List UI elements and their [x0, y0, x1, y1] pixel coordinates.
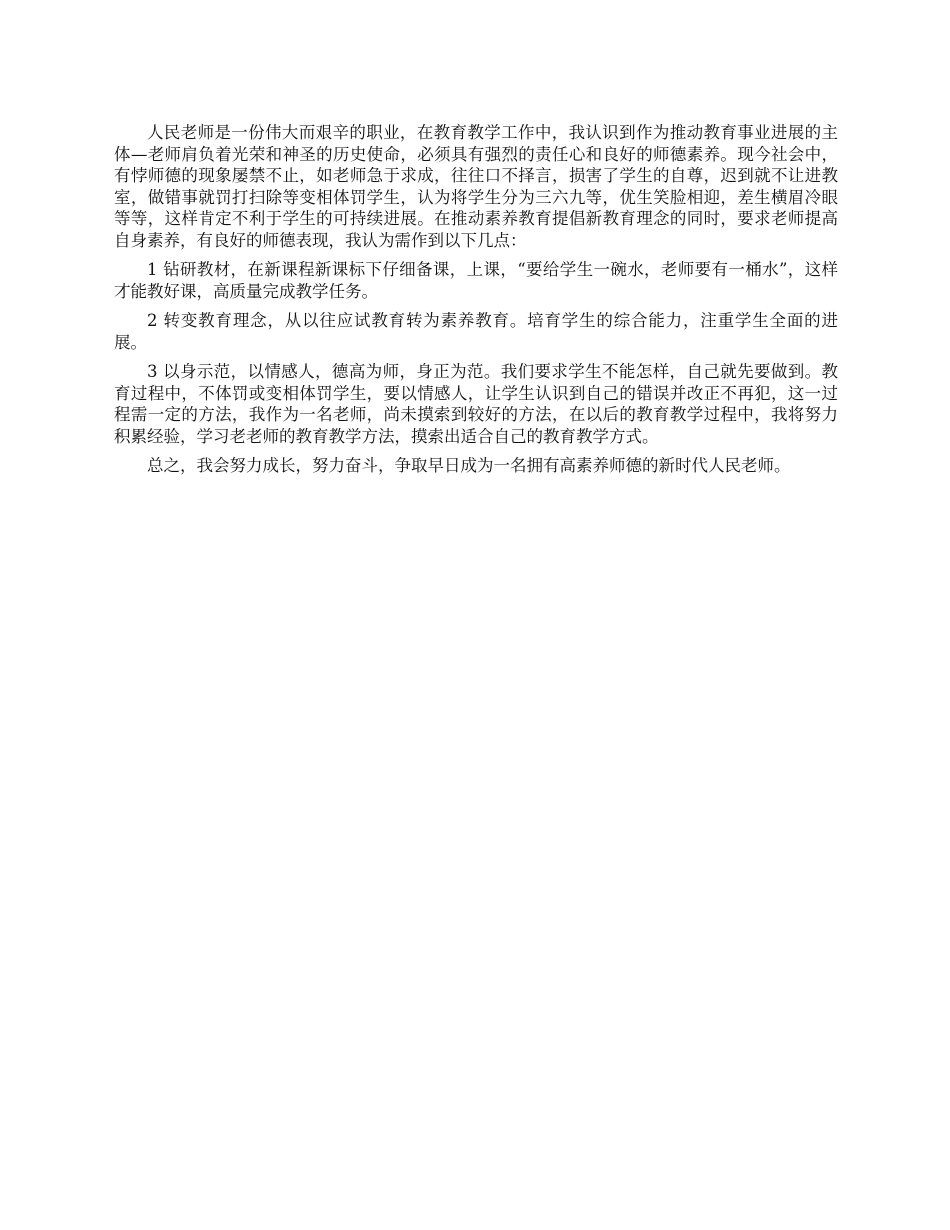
intro-paragraph: 人民老师是一份伟大而艰辛的职业，在教育教学工作中，我认识到作为推动教育事业进展的主体—老师肩负着光荣和神圣的历史使命，必须具有强烈的责任心和良好的师德素养。现今社会中，有悖师德的现象屡禁不止，如老师急于求成，往往口不择言，损害了学生的自尊，迟到就不让进教室，做错事就罚打扫除等变相体罚学生，认为将学生分为三六九等，优生笑脸相迎，差生横眉冷眼等等，这样肯定不利于学生的可持续进展。在推动素养教育提倡新教育理念的同时，要求老师提高自身素养，有良好的师德表现，我认为需作到以下几点：	[114, 123, 838, 250]
document-page	[114, 122, 838, 485]
point-2-paragraph: 2 转变教育理念，从以往应试教育转为素养教育。培育学生的综合能力，注重学生全面的进展。	[114, 311, 838, 352]
conclusion-paragraph: 总之，我会努力成长，努力奋斗，争取早日成为一名拥有高素养师德的新时代人民老师。	[147, 456, 791, 475]
point-3-paragraph: 3 以身示范，以情感人，德高为师，身正为范。我们要求学生不能怎样，自己就先要做到。教育过程中，不体罚或变相体罚学生，要以情感人，让学生认识到自己的错误并改正不再犯，这一过程需一定的方法，我作为一名老师，尚未摸索到较好的方法，在以后的教育教学过程中，我将努力积累经验，学习老老师的教育教学方法，摸索出适合自己的教育教学方式。	[114, 362, 838, 446]
point-1-paragraph: 1 钻研教材，在新课程新课标下仔细备课，上课，“要给学生一碗水，老师要有一桶水”，这样才能教好课，高质量完成教学任务。	[114, 260, 838, 301]
